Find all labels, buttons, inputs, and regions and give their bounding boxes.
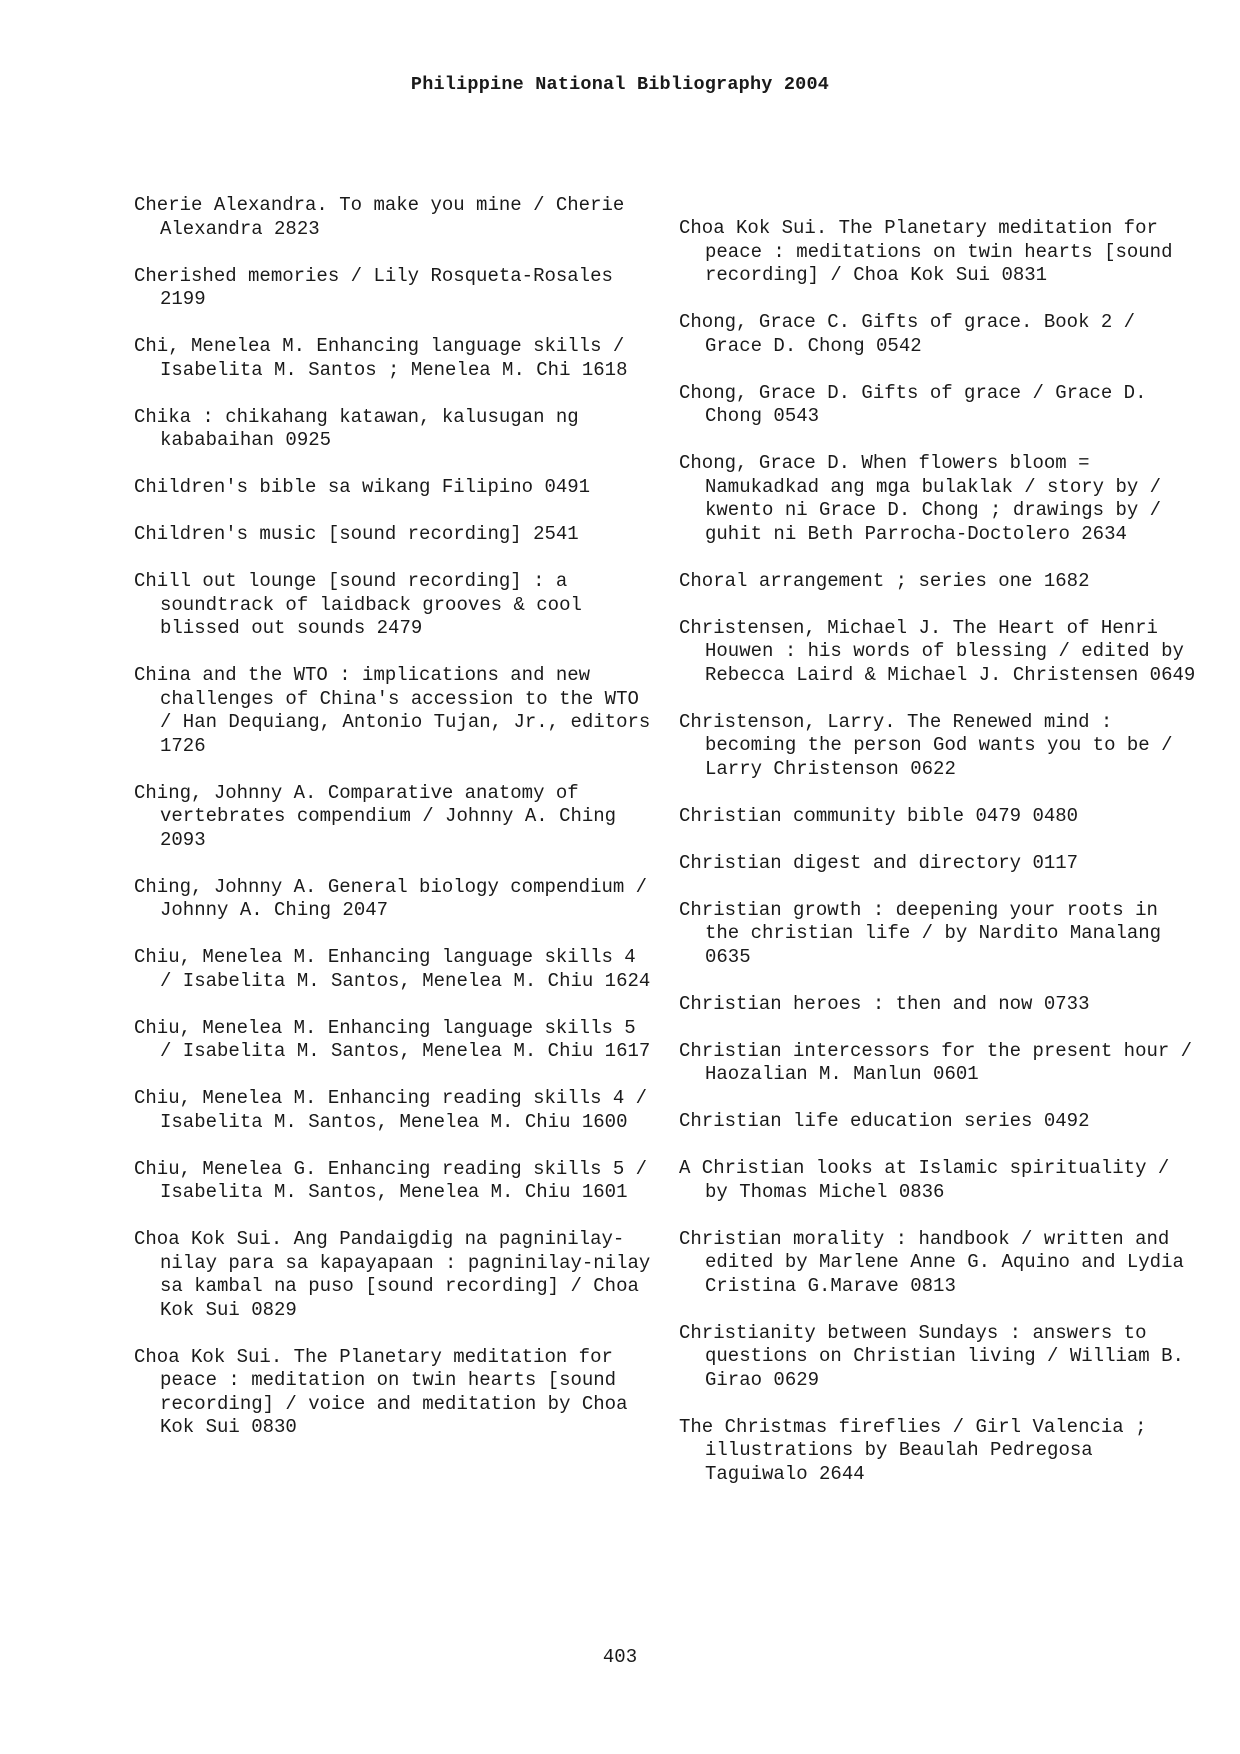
- bibliography-entry: Choa Kok Sui. The Planetary meditation for peace : meditation on twin hearts [sound recording] / voice and meditation by Choa Kok Sui 0830: [134, 1345, 628, 1438]
- bibliography-entry: Christian intercessors for the present hour / Haozalian M. Manlun 0601: [679, 1039, 1193, 1085]
- bibliography-entry: Christian digest and directory 0117: [679, 851, 1079, 874]
- bibliography-entry: The Christmas fireflies / Girl Valencia ; illustrations by Beaulah Pedregosa Taguiwalo 2644: [679, 1415, 1147, 1485]
- bibliography-entry: Christensen, Michael J. The Heart of Henri Houwen : his words of blessing / edited by Rebecca Laird & Michael J. Christensen 0649: [679, 616, 1196, 686]
- bibliography-entry: Christian growth : deepening your roots in the christian life / by Nardito Manalang 0635: [679, 898, 1162, 968]
- bibliography-entry: China and the WTO : implications and new challenges of China's accession to the WTO / Han Dequiang, Antonio Tujan, Jr., editors 1726: [134, 664, 651, 757]
- page-number: 403: [602, 1646, 638, 1668]
- bibliography-entry: Chill out lounge [sound recording] : a soundtrack of laidback grooves & cool blissed out sounds 2479: [134, 570, 582, 639]
- bibliography-entry: Christian community bible 0479 0480: [679, 804, 1079, 827]
- bibliography-entry: Christian heroes : then and now 0733: [679, 992, 1090, 1015]
- bibliography-entry: Cherie Alexandra. To make you mine / Cherie Alexandra 2823: [134, 194, 625, 240]
- bibliography-entry: Chiu, Menelea M. Enhancing reading skills 4 / Isabelita M. Santos, Menelea M. Chiu 1600: [134, 1087, 648, 1133]
- bibliography-entry: Christian morality : handbook / written and edited by Marlene Anne G. Aquino and Lydia Cristina G.Marave 0813: [679, 1227, 1184, 1297]
- bibliography-entry: Christianity between Sundays : answers to questions on Christian living / William B. Girao 0629: [679, 1321, 1184, 1391]
- bibliography-entry: Ching, Johnny A. General biology compendium / Johnny A. Ching 2047: [134, 875, 648, 921]
- page-title: Philippine National Bibliography 2004: [410, 74, 830, 95]
- bibliography-entry: Choa Kok Sui. The Planetary meditation for peace : meditations on twin hearts [sound recording] / Choa Kok Sui 0831: [679, 217, 1173, 286]
- bibliography-entry: Christenson, Larry. The Renewed mind : becoming the person God wants you to be / Larry Christenson 0622: [679, 710, 1173, 780]
- bibliography-entry: Children's music [sound recording] 2541: [134, 523, 579, 545]
- bibliography-entry: Chika : chikahang katawan, kalusugan ng kababaihan 0925: [134, 405, 579, 451]
- bibliography-entry: Ching, Johnny A. Comparative anatomy of vertebrates compendium / Johnny A. Ching 2093: [134, 781, 617, 851]
- bibliography-entry: A Christian looks at Islamic spirituality / by Thomas Michel 0836: [679, 1157, 1170, 1203]
- bibliography-entry: Chong, Grace D. When flowers bloom = Namukadkad ang mga bulaklak / story by / kwento ni Grace D. Chong ; drawings by / guhit ni Beth Parrocha-Doctolero 2634: [679, 452, 1162, 545]
- bibliography-entry: Chiu, Menelea G. Enhancing reading skills 5 / Isabelita M. Santos, Menelea M. Chiu 1601: [134, 1157, 648, 1203]
- left-column: [134, 194, 654, 1463]
- bibliography-entry: Cherished memories / Lily Rosqueta-Rosales 2199: [134, 264, 613, 310]
- right-column: [679, 217, 1199, 1510]
- bibliography-entry: Chong, Grace C. Gifts of grace. Book 2 / Grace D. Chong 0542: [679, 311, 1136, 357]
- bibliography-entry: Christian life education series 0492: [679, 1110, 1090, 1132]
- bibliography-entry: Chi, Menelea M. Enhancing language skills / Isabelita M. Santos ; Menelea M. Chi 1618: [134, 335, 628, 381]
- bibliography-entry: Chiu, Menelea M. Enhancing language skills 5 / Isabelita M. Santos, Menelea M. Chiu 1617: [134, 1016, 651, 1062]
- bibliography-entry: Choral arrangement ; series one 1682: [679, 569, 1090, 592]
- bibliography-entry: Chong, Grace D. Gifts of grace / Grace D. Chong 0543: [679, 381, 1147, 427]
- bibliography-entry: Children's bible sa wikang Filipino 0491: [134, 476, 591, 498]
- bibliography-entry: Choa Kok Sui. Ang Pandaigdig na pagninilay-nilay para sa kapayapaan : pagninilay-nilay sa kambal na puso [sound recording] / Choa Kok Sui 0829: [134, 1228, 651, 1321]
- bibliography-entry: Chiu, Menelea M. Enhancing language skills 4 / Isabelita M. Santos, Menelea M. Chiu 1624: [134, 946, 651, 992]
